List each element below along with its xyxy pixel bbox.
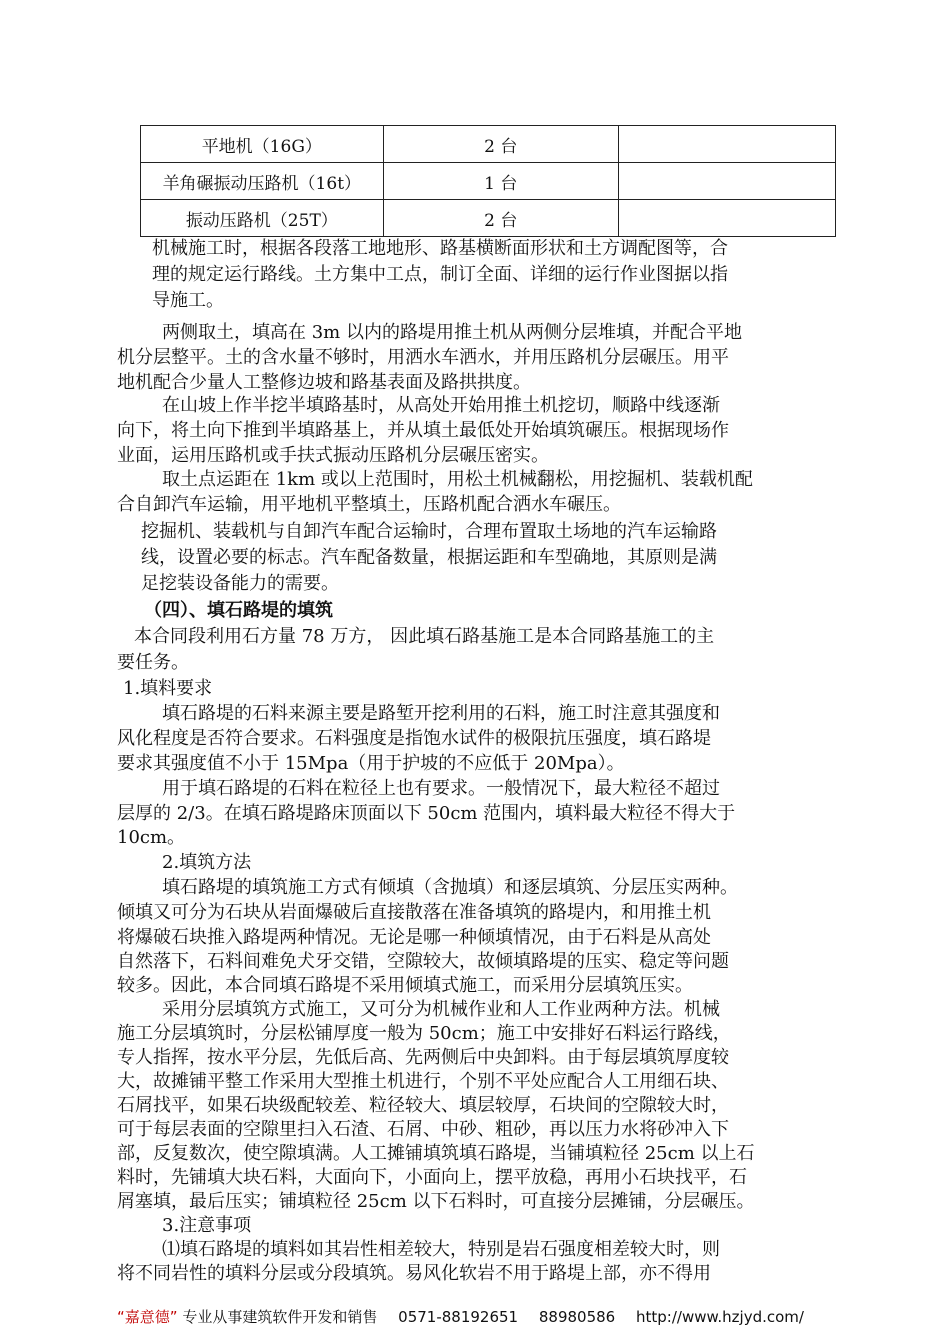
text-line: 层厚的 2/3。在填石路堤路床顶面以下 50cm 范围内，填料最大粒径不得大于 (117, 803, 736, 824)
text-line: 部，反复数次，使空隙填满。人工摊铺填筑填石路堤，当铺填粒径 25cm 以上石 (117, 1143, 755, 1164)
subsection-title: 2.填筑方法 (162, 852, 252, 873)
footer-brand: 嘉意德 (124, 1308, 170, 1326)
footer-phone: 88980586 (538, 1308, 616, 1326)
footer-quote-close: ” (169, 1308, 178, 1326)
table-cell: 1 台 (383, 163, 618, 200)
table-cell (618, 126, 835, 163)
text-line: 自然落下，石料间难免犬牙交错，空隙较大，故倾填路堤的压实、稳定等问题 (117, 951, 729, 972)
table-cell (618, 163, 835, 200)
text-line: 填石路堤的填筑施工方式有倾填（含抛填）和逐层填筑、分层压实两种。 (162, 877, 738, 898)
text-line: 业面，运用压路机或手扶式振动压路机分层碾压密实。 (117, 445, 549, 466)
table-row (141, 126, 836, 163)
table-cell (618, 200, 835, 237)
footer-url[interactable]: http://www.hzjyd.com/ (636, 1308, 804, 1326)
text-line: 机械施工时，根据各段落工地地形、路基横断面形状和土方调配图等，合 (152, 238, 728, 259)
table-cell: 2 台 (383, 126, 618, 163)
page-footer (117, 1306, 804, 1327)
text-line: 施工分层填筑时，分层松铺厚度一般为 50cm；施工中安排好石料运行路线， (117, 1023, 731, 1044)
equipment-table (140, 125, 836, 237)
text-line: 导施工。 (152, 290, 224, 311)
text-line: 用于填石路堤的石料在粒径上也有要求。一般情况下，最大粒径不超过 (162, 778, 720, 799)
text-line: 线，设置必要的标志。汽车配备数量，根据运距和车型确地，其原则是满 (141, 547, 717, 568)
subsection-title: 3.注意事项 (162, 1215, 252, 1236)
footer-phone: 0571-88192651 (398, 1308, 519, 1326)
text-line: 两侧取土，填高在 3m 以内的路堤用推土机从两侧分层堆填，并配合平地 (162, 322, 742, 343)
text-line: 填石路堤的石料来源主要是路堑开挖利用的石料，施工时注意其强度和 (162, 703, 720, 724)
text-line: 10cm。 (117, 827, 186, 848)
text-line: 本合同段利用石方量 78 万方， 因此填石路基施工是本合同路基施工的主 (134, 626, 715, 647)
text-line: 较多。因此，本合同填石路堤不采用倾填式施工，而采用分层填筑压实。 (117, 975, 693, 996)
text-line: 大，故摊铺平整工作采用大型推土机进行，个别不平处应配合人工用细石块、 (117, 1071, 729, 1092)
table-row (141, 163, 836, 200)
text-line: 向下，将土向下推到半填路基上，并从填土最低处开始填筑碾压。根据现场作 (117, 420, 729, 441)
text-line: 合自卸汽车运输，用平地机平整填土，压路机配合洒水车碾压。 (117, 494, 621, 515)
table-row (141, 200, 836, 237)
text-line: 取土点运距在 1km 或以上范围时，用松土机械翻松，用挖掘机、装载机配 (162, 469, 753, 490)
text-line: 地机配合少量人工整修边坡和路基表面及路拱拱度。 (117, 372, 531, 393)
text-line: 料时，先铺填大块石料，大面向下，小面向上，摆平放稳，再用小石块找平，石 (117, 1167, 747, 1188)
text-line: 采用分层填筑方式施工，又可分为机械作业和人工作业两种方法。机械 (162, 999, 720, 1020)
table-cell: 振动压路机（25T） (141, 200, 384, 237)
text-line: 挖掘机、装载机与自卸汽车配合运输时，合理布置取土场地的汽车运输路 (141, 521, 717, 542)
text-line: 足挖装设备能力的需要。 (141, 573, 339, 594)
text-line: 屑塞填，最后压实；铺填粒径 25cm 以下石料时，可直接分层摊铺，分层碾压。 (117, 1191, 755, 1212)
subsection-title: 1.填料要求 (123, 678, 213, 699)
text-line: 在山坡上作半挖半填路基时，从高处开始用推土机挖切，顺路中线逐渐 (162, 395, 720, 416)
text-line: 理的规定运行路线。土方集中工点，制订全面、详细的运行作业图据以指 (152, 264, 728, 285)
table-cell: 羊角碾振动压路机（16t） (141, 163, 384, 200)
text-line: 机分层整平。土的含水量不够时，用洒水车洒水，并用压路机分层碾压。用平 (117, 347, 729, 368)
text-line: ⑴填石路堤的填料如其岩性相差较大，特别是岩石强度相差较大时，则 (162, 1239, 720, 1260)
text-line: 要任务。 (117, 652, 189, 673)
footer-slogan: 专业从事建筑软件开发和销售 (182, 1308, 378, 1326)
footer-quote-open: “ (117, 1308, 125, 1326)
text-line: 将不同岩性的填料分层或分段填筑。易风化软岩不用于路堤上部，亦不得用 (117, 1263, 711, 1284)
section-heading: （四）、填石路堤的填筑 (144, 600, 333, 621)
table-cell: 平地机（16G） (141, 126, 384, 163)
text-line: 倾填又可分为石块从岩面爆破后直接散落在准备填筑的路堤内，和用推土机 (117, 902, 711, 923)
text-line: 可于每层表面的空隙里扫入石渣、石屑、中砂、粗砂，再以压力水将砂冲入下 (117, 1119, 729, 1140)
text-line: 将爆破石块推入路堤两种情况。无论是哪一种倾填情况，由于石料是从高处 (117, 927, 711, 948)
text-line: 要求其强度值不小于 15Mpa（用于护坡的不应低于 20Mpa）。 (117, 753, 625, 774)
text-line: 石屑找平，如果石块级配较差、粒径较大、填层较厚，石块间的空隙较大时， (117, 1095, 729, 1116)
table-cell: 2 台 (383, 200, 618, 237)
text-line: 专人指挥，按水平分层，先低后高、先两侧后中央卸料。由于每层填筑厚度较 (117, 1047, 729, 1068)
text-line: 风化程度是否符合要求。石料强度是指饱水试件的极限抗压强度，填石路堤 (117, 728, 711, 749)
